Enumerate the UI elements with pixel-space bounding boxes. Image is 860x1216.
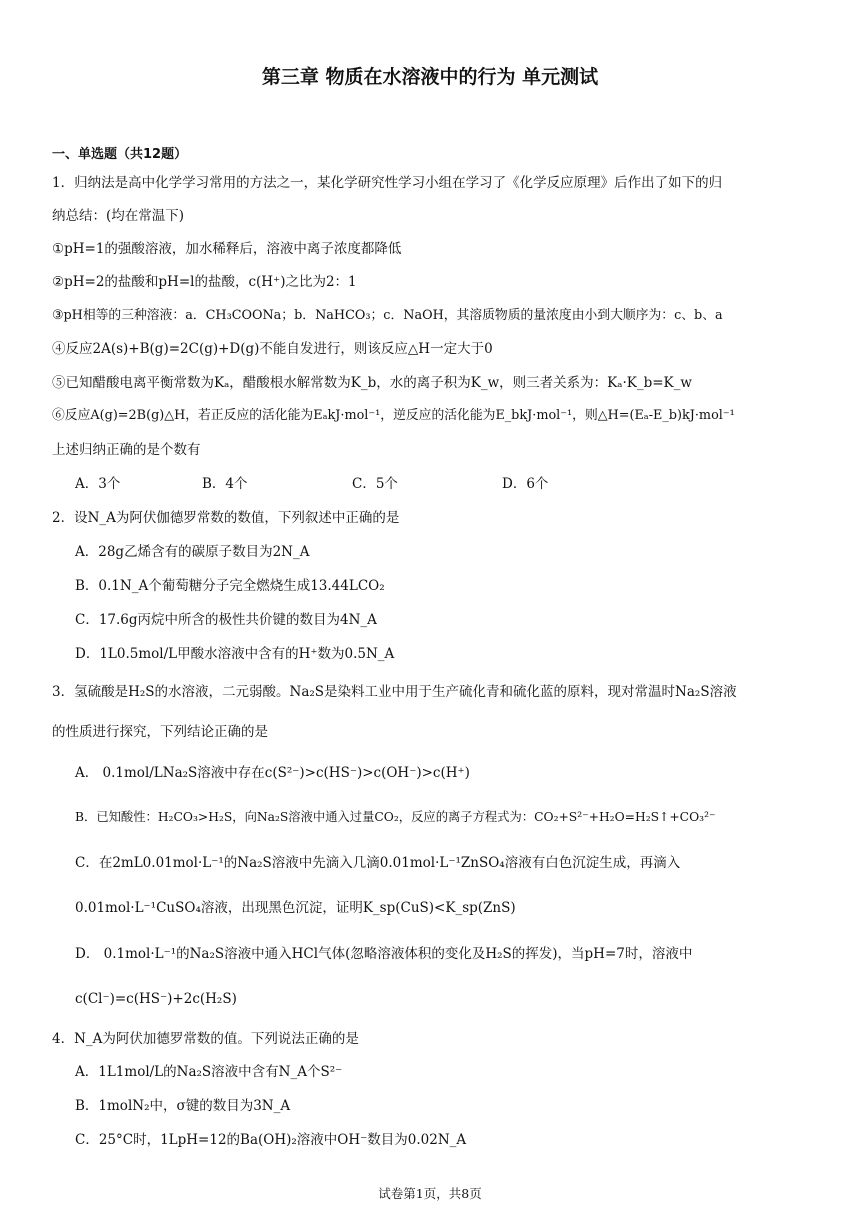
q3-option-c-line2: 0.01mol·L⁻¹CuSO₄溶液，出现黑色沉淀，证明K_sp(CuS)<K_sp(ZnS) xyxy=(75,900,516,916)
q1-stem-line2: 纳总结：(均在常温下) xyxy=(52,208,185,224)
q3-option-a[interactable]: A． 0.1mol/LNa₂S溶液中存在c(S²⁻)>c(HS⁻)>c(OH⁻)>c(H⁺) xyxy=(75,765,470,781)
q1-option-a[interactable]: A．3个 xyxy=(75,476,121,492)
q1-option-c[interactable]: C．5个 xyxy=(352,476,398,492)
q3-option-d-line1[interactable]: D． 0.1mol·L⁻¹的Na₂S溶液中通入HCl气体(忽略溶液体积的变化及H₂S的挥发)，当pH=7时，溶液中 xyxy=(75,946,693,962)
q2-option-d[interactable]: D．1L0.5mol/L甲酸水溶液中含有的H⁺数为0.5N_A xyxy=(75,646,395,662)
q3-stem-line1: 3．氢硫酸是H₂S的水溶液，二元弱酸。Na₂S是染料工业中用于生产硫化青和硫化蓝的原料，现对常温时Na₂S溶液 xyxy=(52,684,737,700)
q2-option-a[interactable]: A．28g乙烯含有的碳原子数目为2N_A xyxy=(75,544,310,560)
q3-option-b[interactable]: B．已知酸性：H₂CO₃>H₂S，向Na₂S溶液中通入过量CO₂，反应的离子方程式为：CO₂+S²⁻+H₂O=H₂S↑+CO₃²⁻ xyxy=(75,810,716,824)
q1-item-3: ③pH相等的三种溶液：a．CH₃COONa；b．NaHCO₃；c．NaOH，其溶质物质的量浓度由小到大顺序为：c、b、a xyxy=(52,308,723,323)
q2-stem: 2．设N_A为阿伏伽德罗常数的数值，下列叙述中正确的是 xyxy=(52,510,400,526)
q1-options xyxy=(75,475,548,493)
q1-option-d[interactable]: D．6个 xyxy=(502,476,549,492)
q1-item-6: ⑥反应A(g)=2B(g)△H，若正反应的活化能为EₐkJ·mol⁻¹，逆反应的活化能为E_bkJ·mol⁻¹，则△H=(Eₐ-E_b)kJ·mol⁻¹ xyxy=(52,408,735,423)
q4-stem: 4．N_A为阿伏加德罗常数的值。下列说法正确的是 xyxy=(52,1031,359,1047)
q1-item-5: ⑤已知醋酸电离平衡常数为Kₐ，醋酸根水解常数为K_b，水的离子积为K_w，则三者关系为：Kₐ·K_b=K_w xyxy=(52,375,692,391)
q3-option-d-line2: c(Cl⁻)=c(HS⁻)+2c(H₂S) xyxy=(75,991,237,1007)
q1-ask: 上述归纳正确的是个数有 xyxy=(52,442,201,458)
q4-option-a[interactable]: A．1L1mol/L的Na₂S溶液中含有N_A个S²⁻ xyxy=(75,1064,343,1080)
q4-option-c[interactable]: C．25°C时，1LpH=12的Ba(OH)₂溶液中OH⁻数目为0.02N_A xyxy=(75,1132,467,1148)
q1-item-1: ①pH=1的强酸溶液，加水稀释后，溶液中离子浓度都降低 xyxy=(52,241,402,257)
section-heading: 一、单选题（共12题） xyxy=(52,147,188,162)
q1-option-b[interactable]: B．4个 xyxy=(202,476,248,492)
q1-stem-line1: 1．归纳法是高中化学学习常用的方法之一，某化学研究性学习小组在学习了《化学反应原理》后作出了如下的归 xyxy=(52,175,723,191)
q1-item-2: ②pH=2的盐酸和pH=l的盐酸，c(H⁺)之比为2：1 xyxy=(52,274,357,290)
page-title: 第三章 物质在水溶液中的行为 单元测试 xyxy=(261,66,599,88)
page-footer: 试卷第1页，共8页 xyxy=(378,1186,482,1201)
q3-option-c-line1[interactable]: C．在2mL0.01mol·L⁻¹的Na₂S溶液中先滴入几滴0.01mol·L⁻¹ZnSO₄溶液有白色沉淀生成，再滴入 xyxy=(75,855,681,871)
q2-option-b[interactable]: B．0.1N_A个葡萄糖分子完全燃烧生成13.44LCO₂ xyxy=(75,578,385,594)
q4-option-b[interactable]: B．1molN₂中，σ键的数目为3N_A xyxy=(75,1098,291,1114)
q2-option-c[interactable]: C．17.6g丙烷中所含的极性共价键的数目为4N_A xyxy=(75,612,377,628)
q3-stem-line2: 的性质进行探究，下列结论正确的是 xyxy=(52,724,268,740)
q1-item-4: ④反应2A(s)+B(g)=2C(g)+D(g)不能自发进行，则该反应△H一定大于0 xyxy=(52,341,493,357)
